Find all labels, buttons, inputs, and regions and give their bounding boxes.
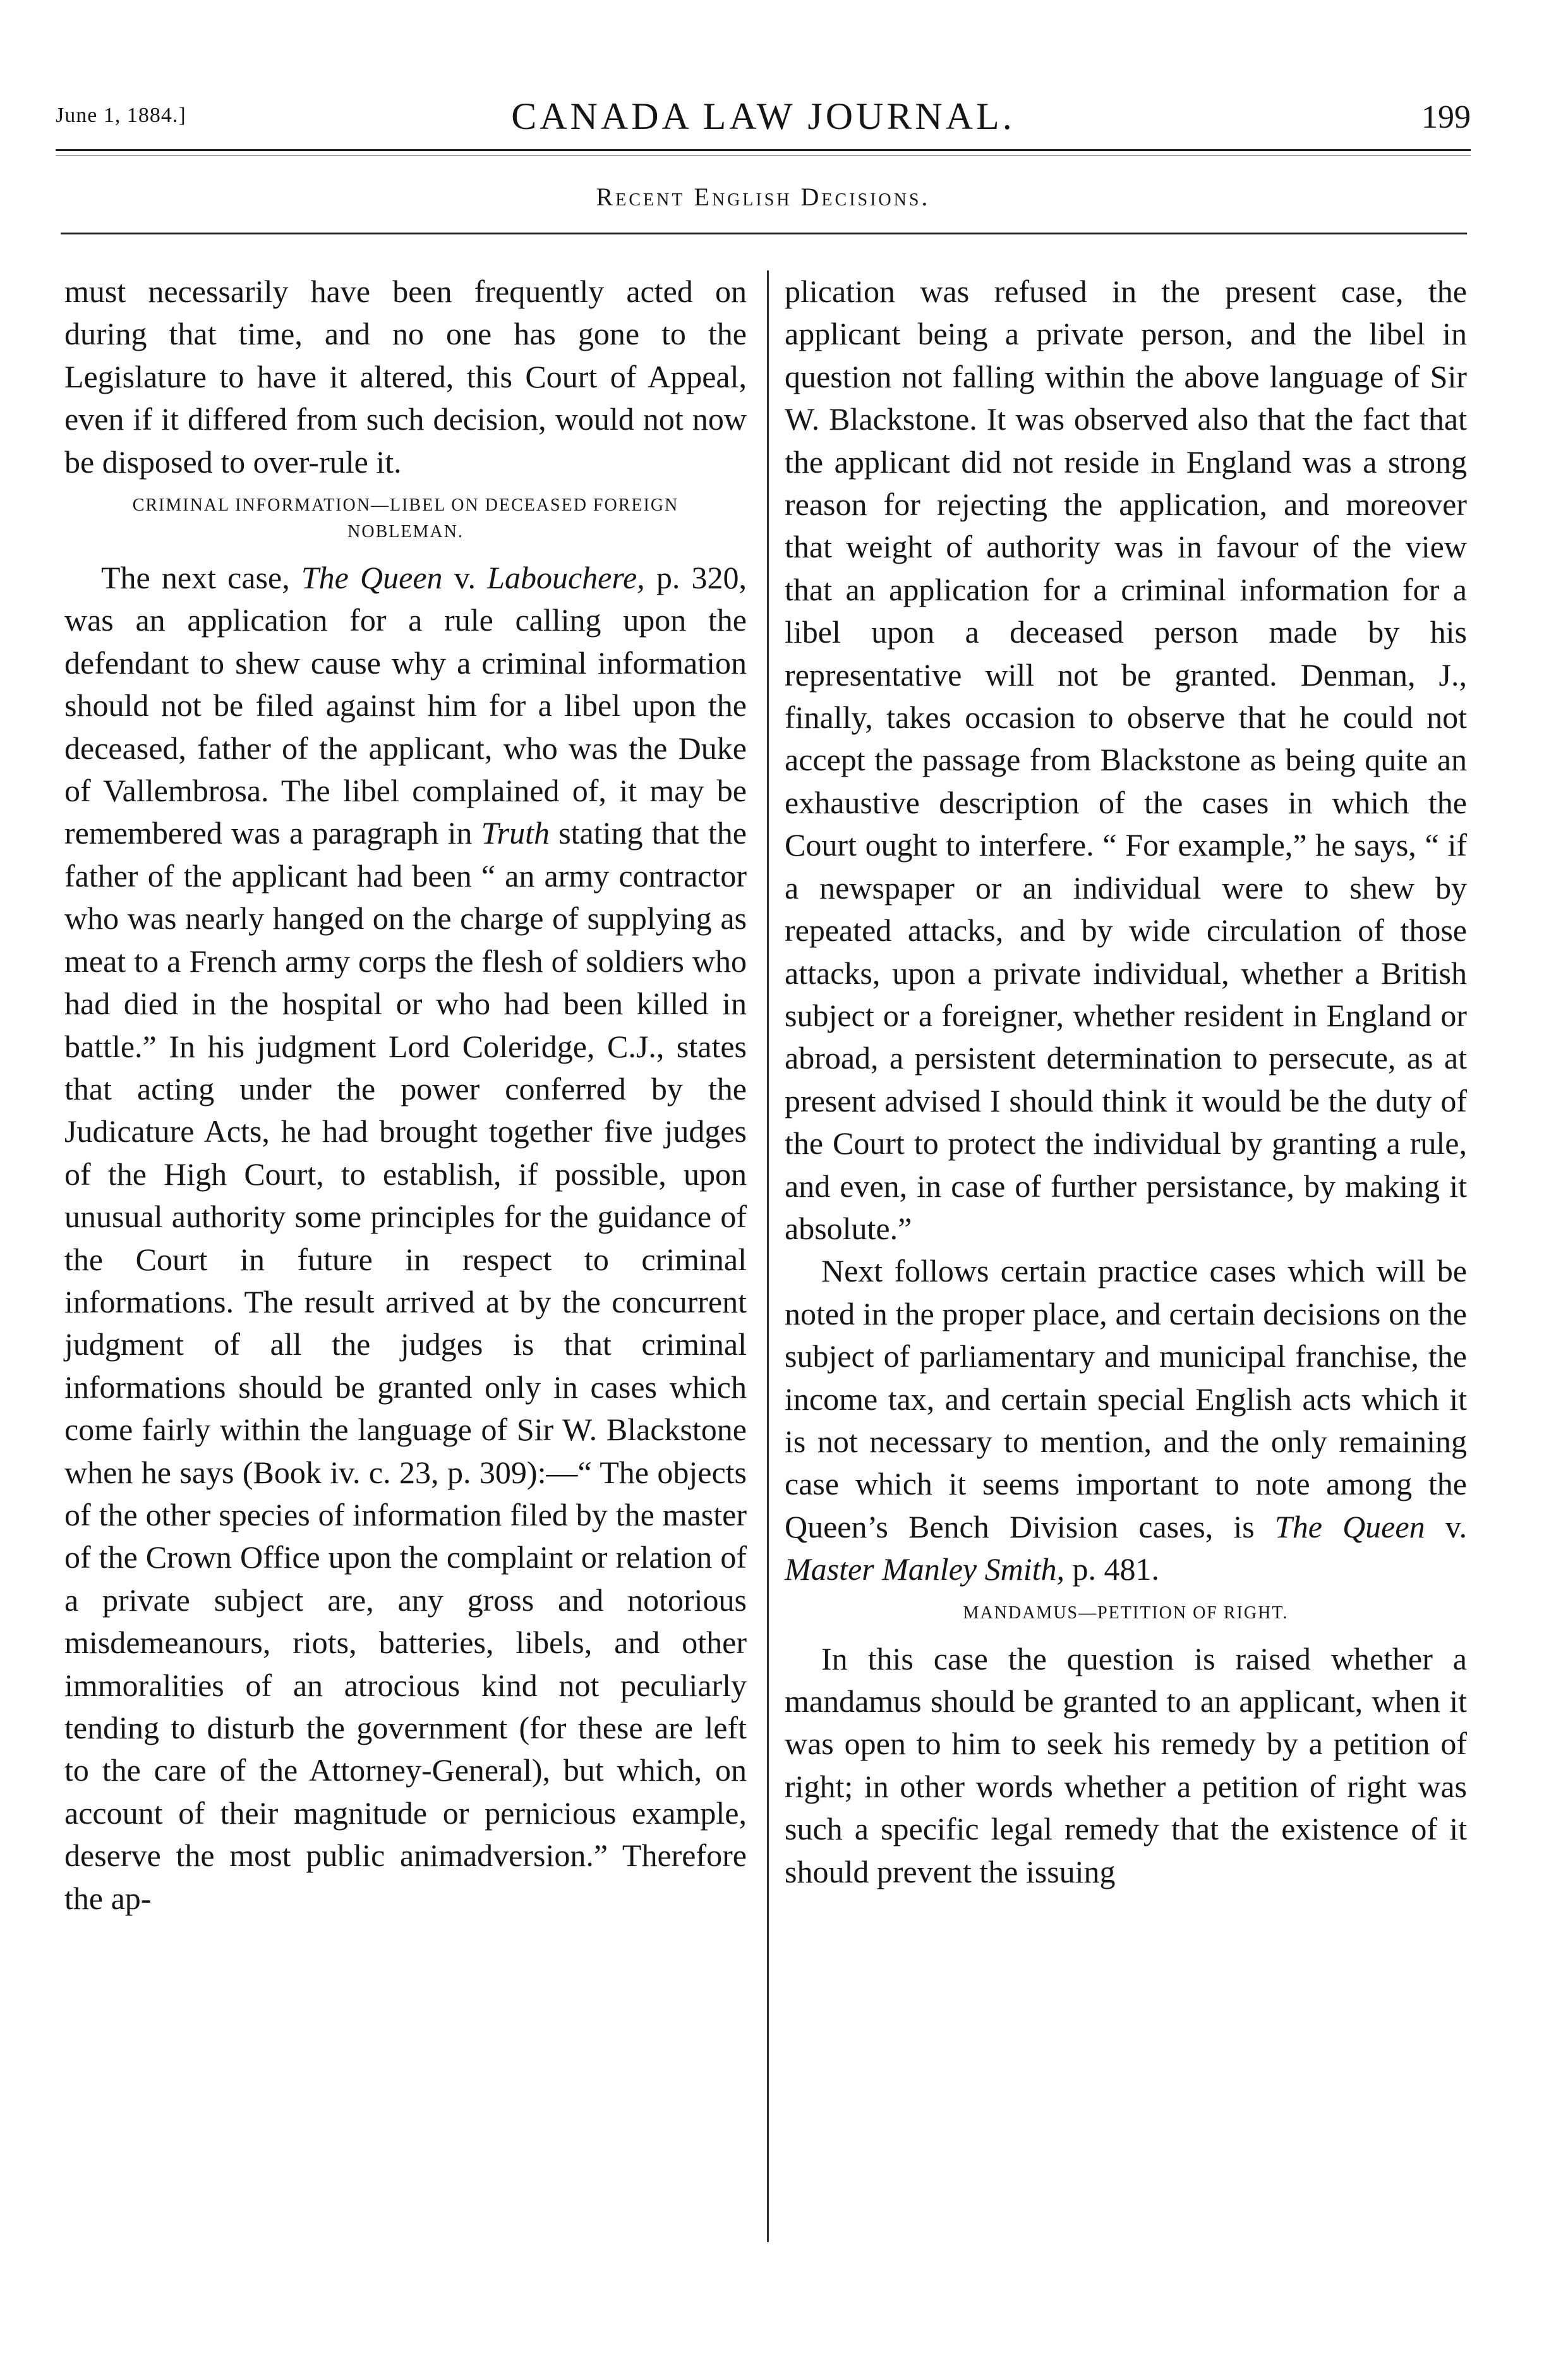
column-divider: [767, 270, 769, 2242]
section-rule: [61, 233, 1467, 234]
right-paragraph-2: [785, 1250, 1467, 1591]
para-text: v.: [442, 560, 488, 596]
left-subheading: [64, 492, 747, 545]
case-name: The Queen: [1274, 1508, 1425, 1544]
right-subheading: MANDAMUS—PETITION OF RIGHT.: [963, 1603, 1289, 1623]
left-subheading-line-1: CRIMINAL INFORMATION—LIBEL ON DECEASED FOREIGN: [132, 495, 679, 516]
right-paragraph-3: In this case the question is raised whether a mandamus should be granted to an applicant, when it was open to him to seek his remedy by a petition of right; in other words whether a petition of right was such a specific legal remedy that the existence of it should prevent the issuing: [785, 1640, 1467, 1889]
left-column: [64, 270, 747, 1920]
case-party: Master Manley Smith,: [785, 1551, 1064, 1587]
left-subheading-line-2: NOBLEMAN.: [347, 522, 464, 542]
header-rule: [56, 149, 1471, 151]
left-paragraph-1: must necessarily have been frequently acted on during that time, and no one has gone to the Legislature to have it altered, this Court of Appeal, even if it differed from such decision, would not now be disposed to over-rule it.: [64, 274, 747, 480]
para-text: The next case,: [101, 560, 301, 596]
case-party: Labouchere,: [487, 560, 645, 596]
para-text: p. 481.: [1064, 1551, 1159, 1587]
case-name: The Queen: [301, 560, 443, 596]
right-paragraph-1: plication was refused in the present case, the applicant being a private person, and the libel in question not falling within the above language of Sir W. Blackstone. It was observed also that the fact that the applicant did not reside in England was a strong reason for rejecting the application, and moreover that weight of authority was in favour of the view that an application for a criminal information for a libel upon a deceased person made by his representative will not be granted. Denman, J., finally, takes occasion to observe that he could not accept the passage from Blackstone as being quite an exhaustive description of the cases in which the Court ought to interfere. “ For example,” he says, “ if a newspaper or an individual were to shew by repeated attacks, and by wide circulation of those attacks, upon a private individual, whether a British subject or a foreigner, whether resident in England or abroad, a persistent determination to persecute, as at present advised I should think it would be the duty of the Court to protect the individual by granting a rule, and even, in case of further persistance, by making it absolute.”: [785, 274, 1467, 1246]
right-column: [785, 270, 1467, 1893]
para-text: p. 320, was an application for a rule calling upon the defendant to shew cause why a criminal information should not be filed against him for a libel upon the deceased, father of the applicant, who was the Duke of Vallembrosa. The libel complained of, it may be remembered was a paragraph in: [64, 560, 747, 851]
para-text: stating that the father of the applicant had been “ an army contractor who was nearly hanged on the charge of supplying as meat to a French army corps the flesh of soldiers who had died in the hospital or who had been killed in battle.” In his judgment Lord Coleridge, C.J., states that acting under the power conferred by the Judicature Acts, he had brought together five judges of the High Court, to establish, if possible, upon unusual authority some principles for the guidance of the Court in future in respect to criminal informations. The result arrived at by the concurrent judgment of all the judges is that criminal informations should be granted only in cases which come fairly within the language of Sir W. Blackstone when he says (Book iv. c. 23, p. 309):—“ The objects of the other species of information filed by the master of the Crown Office upon the complaint or relation of a private subject are, any gross and notorious misdemeanours, riots, batteries, libels, and other immoralities of an atrocious kind not peculiarly tending to disturb the government (for these are left to the care of the Attorney-General), but which, on account of their magnitude or pernicious example, deserve the most public animadversion.” Therefore the ap-: [64, 815, 747, 1916]
page-number: 199: [1421, 99, 1471, 135]
issue-date: June 1, 1884.]: [56, 104, 186, 127]
running-head: [56, 95, 1471, 145]
section-title: Recent English Decisions.: [596, 183, 931, 211]
publication-name: Truth: [481, 815, 550, 851]
para-text: v.: [1425, 1508, 1467, 1544]
para-text: Next follows certain practice cases which will be noted in the proper place, and certain decisions on the subject of parliamentary and municipal franchise, the income tax, and certain special English acts which it is not necessary to mention, and the only remaining case which it seems important to note among the Queen’s Bench Division cases, is: [785, 1253, 1467, 1544]
left-paragraph-2: [64, 557, 747, 1920]
journal-title: CANADA LAW JOURNAL.: [511, 95, 1015, 137]
